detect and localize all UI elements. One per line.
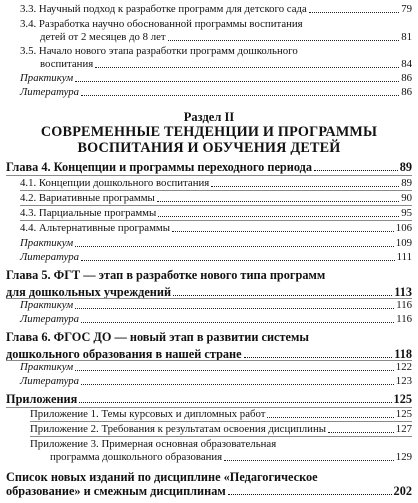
toc-entry-text: Практикум xyxy=(20,299,74,311)
leader-dots xyxy=(314,170,398,171)
toc-entry-3-3[interactable] xyxy=(20,3,412,16)
divider xyxy=(30,421,412,422)
page-number: 109 xyxy=(395,237,412,249)
page-number: 86 xyxy=(401,86,412,98)
toc-entry-text: Приложение 1. Темы курсовых и дипломных работ xyxy=(30,408,266,420)
leader-dots xyxy=(228,494,392,495)
toc-entry-practicum-3[interactable] xyxy=(20,72,412,85)
toc-entry-text-line2: детей от 2 месяцев до 8 лет xyxy=(40,31,166,43)
page-number: 125 xyxy=(395,408,412,420)
leader-dots xyxy=(211,186,399,187)
chapter-title: Глава 4. Концепции и программы переходного периода xyxy=(6,160,313,174)
toc-appendix-3[interactable] xyxy=(30,438,412,464)
toc-entry-text: Литература xyxy=(20,86,80,98)
toc-entry-text-line1: 3.5. Начало нового этапа разработки программ дошкольного xyxy=(20,45,298,57)
toc-entry-3-5[interactable] xyxy=(20,45,412,71)
page-number: 125 xyxy=(393,392,412,406)
final-title-line2: образование» и смежным дисциплинам xyxy=(6,484,226,498)
leader-dots xyxy=(81,322,394,323)
leader-dots xyxy=(309,12,399,13)
toc-entry-text: Практикум xyxy=(20,72,74,84)
page-number: 95 xyxy=(401,207,412,219)
page-number: 127 xyxy=(395,423,412,435)
leader-dots xyxy=(224,460,394,461)
toc-entry-text: 4.2. Вариативные программы xyxy=(20,192,155,204)
toc-entry-text: 4.1. Концепции дошкольного воспитания xyxy=(20,177,210,189)
page-number: 84 xyxy=(401,58,412,70)
leader-dots xyxy=(81,95,399,96)
page-number: 116 xyxy=(396,299,412,311)
toc-appendices[interactable] xyxy=(6,392,412,406)
page-number: 123 xyxy=(395,375,412,387)
toc-appendix-1[interactable] xyxy=(30,408,412,421)
leader-dots xyxy=(158,216,399,217)
page-number: 79 xyxy=(401,3,412,15)
toc-appendix-2[interactable] xyxy=(30,423,412,436)
toc-entry-4-3[interactable] xyxy=(20,207,412,220)
section-title-line1: СОВРЕМЕННЫЕ ТЕНДЕНЦИИ И ПРОГРАММЫ xyxy=(40,124,378,140)
toc-entry-text: Практикум xyxy=(20,237,74,249)
chapter-title-line2: для дошкольных учреждений xyxy=(6,285,172,299)
leader-dots xyxy=(95,67,399,68)
leader-dots xyxy=(173,295,392,296)
leader-dots xyxy=(75,246,394,247)
toc-entry-text-line2: воспитания xyxy=(40,58,94,70)
chapter-title-line1: Глава 6. ФГОС ДО — новый этап в развитии системы xyxy=(6,330,309,344)
toc-entry-text: Приложение 2. Требования к результатам освоения дисциплины xyxy=(30,423,326,435)
divider xyxy=(20,220,412,221)
toc-entry-text: Литература xyxy=(20,313,80,325)
leader-dots xyxy=(244,357,393,358)
leader-dots xyxy=(267,417,393,418)
toc-entry-text: 4.3. Парциальные программы xyxy=(20,207,157,219)
toc-entry-text: 3.3. Научный подход к разработке программ для детского сада xyxy=(20,3,307,15)
chapter-title-line1: Глава 5. ФГТ — этап в разработке нового типа программ xyxy=(6,268,326,282)
chapter-title-line2: дошкольного образования в нашей стране xyxy=(6,347,242,361)
toc-entry-literature-3[interactable] xyxy=(20,86,412,99)
divider xyxy=(6,175,412,176)
leader-dots xyxy=(168,40,400,41)
toc-entry-text: Практикум xyxy=(20,361,74,373)
page-number: 122 xyxy=(395,361,412,373)
toc-chapter-4[interactable] xyxy=(6,160,412,174)
toc-entry-literature-4[interactable] xyxy=(20,251,412,264)
leader-dots xyxy=(79,402,391,403)
page-number: 118 xyxy=(394,347,412,361)
leader-dots xyxy=(328,432,394,433)
page-number: 111 xyxy=(396,251,412,263)
page-number: 86 xyxy=(401,72,412,84)
toc-entry-practicum-4[interactable] xyxy=(20,237,412,250)
toc-entry-text-line2: программа дошкольного образования xyxy=(50,451,223,463)
page-number: 89 xyxy=(401,177,412,189)
divider xyxy=(30,436,412,437)
appendix-title: Приложения xyxy=(6,392,78,406)
leader-dots xyxy=(157,201,399,202)
toc-entry-4-1[interactable] xyxy=(20,177,412,190)
page-number: 90 xyxy=(401,192,412,204)
toc-entry-practicum-6[interactable] xyxy=(20,361,412,374)
toc-entry-3-4[interactable] xyxy=(20,18,412,44)
page-number: 116 xyxy=(396,313,412,325)
leader-dots xyxy=(75,81,399,82)
toc-entry-literature-6[interactable] xyxy=(20,375,412,388)
toc-entry-4-4[interactable] xyxy=(20,222,412,235)
toc-chapter-6[interactable] xyxy=(6,330,412,361)
section-label: Раздел II xyxy=(183,110,235,124)
page-number: 106 xyxy=(395,222,412,234)
page-number: 129 xyxy=(395,451,412,463)
page-number: 81 xyxy=(401,31,412,43)
toc-entry-literature-5[interactable] xyxy=(20,313,412,326)
leader-dots xyxy=(81,384,394,385)
page-number: 202 xyxy=(393,484,412,498)
toc-chapter-5[interactable] xyxy=(6,268,412,299)
toc-entry-4-2[interactable] xyxy=(20,192,412,205)
toc-entry-practicum-5[interactable] xyxy=(20,299,412,312)
leader-dots xyxy=(75,370,394,371)
page-number: 89 xyxy=(399,160,412,174)
toc-entry-text: Литература xyxy=(20,375,80,387)
divider xyxy=(20,190,412,191)
toc-entry-text: 4.4. Альтернативные программы xyxy=(20,222,171,234)
toc-entry-text-line1: 3.4. Разработка научно обоснованной программы воспитания xyxy=(20,18,303,30)
divider xyxy=(20,205,412,206)
leader-dots xyxy=(172,231,394,232)
final-title-line1: Список новых изданий по дисциплине «Педагогическое xyxy=(6,470,318,484)
toc-entry-text: Литература xyxy=(20,251,80,263)
toc-entry-text-line1: Приложение 3. Примерная основная образовательная xyxy=(30,438,277,450)
leader-dots xyxy=(81,260,395,261)
leader-dots xyxy=(75,308,394,309)
section-title-line2: ВОСПИТАНИЯ И ОБУЧЕНИЯ ДЕТЕЙ xyxy=(77,140,341,156)
page-number: 113 xyxy=(394,285,412,299)
toc-new-publications[interactable] xyxy=(6,470,412,498)
